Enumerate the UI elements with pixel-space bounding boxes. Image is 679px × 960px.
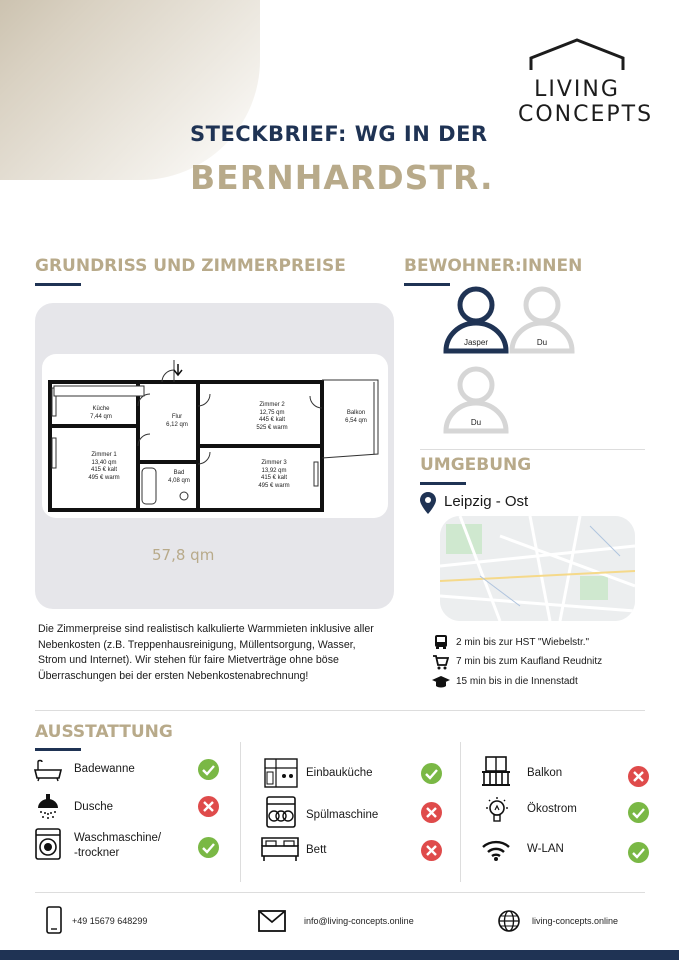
amenity-label-balkon: Balkon [527, 767, 563, 779]
page-title: BERNHARDSTR. [190, 158, 494, 197]
location-map[interactable] [440, 516, 635, 621]
check-icon [421, 763, 442, 784]
email-icon [258, 910, 286, 937]
resident-name: Du [536, 338, 548, 347]
bed-icon [260, 836, 300, 867]
lightbulb-icon [484, 796, 510, 833]
divider [460, 742, 461, 882]
room-balkon: Balkon 6,54 qm [345, 410, 367, 424]
surrounding-item-shopping: 7 min bis zum Kaufland Reudnitz [456, 656, 603, 667]
floorplan-drawing [42, 354, 388, 518]
amenity-label-einbaukueche: Einbauküche [306, 767, 373, 779]
divider [35, 710, 645, 711]
map-streets [440, 516, 635, 621]
check-icon [628, 842, 649, 863]
kitchen-icon [264, 758, 298, 793]
heading-underline [35, 283, 81, 286]
surrounding-item-bus: 2 min bis zur HST "Wiebelstr." [456, 637, 590, 648]
page-subtitle: STECKBRIEF: WG IN DER [190, 122, 488, 146]
dishwasher-icon [266, 796, 296, 833]
amenities-heading: AUSSTATTUNG [35, 722, 173, 742]
resident-name: Du [470, 418, 482, 427]
residents-heading: BEWOHNER:INNEN [404, 256, 583, 276]
resident-avatar-du-1 [506, 283, 578, 355]
logo [518, 38, 654, 127]
room-kueche: Küche 7,44 qm [90, 406, 112, 420]
shower-icon [35, 794, 61, 825]
logo-line1: LIVING [534, 77, 620, 102]
total-area: 57,8 qm [152, 546, 215, 564]
room-flur: Flur 6,12 qm [166, 414, 188, 428]
amenity-label-bett: Bett [306, 844, 327, 856]
room-bad: Bad 4,08 qm [168, 470, 190, 484]
cross-icon [421, 840, 442, 861]
resident-name: Jasper [463, 338, 488, 347]
cross-icon [198, 796, 219, 817]
location-pin-icon [420, 492, 436, 519]
house-roof-icon [525, 38, 629, 72]
divider [35, 892, 645, 893]
resident-avatar-du-2 [440, 363, 512, 435]
divider [420, 449, 645, 450]
room-zimmer2: Zimmer 2 12,75 qm 445 € kalt 525 € warm [256, 402, 288, 431]
heading-underline [35, 748, 81, 751]
logo-line2: CONCEPTS [518, 102, 654, 127]
surroundings-heading: UMGEBUNG [420, 455, 532, 475]
rent-description: Die Zimmerpreise sind realistisch kalkulierte Warmmieten inklusive aller Nebenkosten (z.B. Treppenhausreinigung, Müllentsorgung, Wasser, Strom und Internet). Wir stehen für faire Mietverträge ohne böse Überraschungen bei der ersten Nebenkostenabrechnung! [38, 623, 374, 682]
amenity-label-waschmaschine: Waschmaschine/ -trockner [74, 832, 162, 859]
decorative-corner-shape [0, 0, 260, 180]
amenity-label-oekostrom: Ökostrom [527, 803, 577, 815]
floorplan-walls [42, 354, 388, 518]
surrounding-item-city: 15 min bis in die Innenstadt [456, 676, 578, 687]
footer-website[interactable]: living-concepts.online [532, 916, 619, 926]
bathtub-icon [33, 758, 63, 787]
check-icon [628, 802, 649, 823]
washing-machine-icon [35, 828, 61, 865]
amenity-label-badewanne: Badewanne [74, 763, 135, 775]
footer-phone[interactable]: +49 15679 648299 [72, 916, 148, 926]
shopping-cart-icon [432, 654, 449, 675]
amenity-label-wlan: W-LAN [527, 843, 564, 855]
cross-icon [628, 766, 649, 787]
floorplan-heading: GRUNDRISS UND ZIMMERPREISE [35, 256, 346, 276]
phone-icon [46, 906, 62, 939]
amenity-label-dusche: Dusche [74, 801, 113, 813]
amenity-label-spuelmaschine: Spülmaschine [306, 809, 379, 821]
balcony-icon [481, 756, 511, 791]
location-label: Leipzig - Ost [444, 493, 529, 510]
globe-icon [497, 909, 521, 938]
divider [240, 742, 241, 882]
graduation-cap-icon [432, 674, 450, 695]
footer-email[interactable]: info@living-concepts.online [304, 916, 414, 926]
check-icon [198, 837, 219, 858]
resident-avatar-jasper [440, 283, 512, 355]
wifi-icon [481, 838, 511, 867]
check-icon [198, 759, 219, 780]
heading-underline [420, 482, 466, 485]
footer-bar [0, 950, 679, 960]
bus-icon [433, 634, 449, 655]
room-zimmer1: Zimmer 1 13,40 qm 415 € kalt 495 € warm [88, 452, 120, 481]
room-zimmer3: Zimmer 3 13,92 qm 415 € kalt 495 € warm [258, 460, 290, 489]
cross-icon [421, 802, 442, 823]
